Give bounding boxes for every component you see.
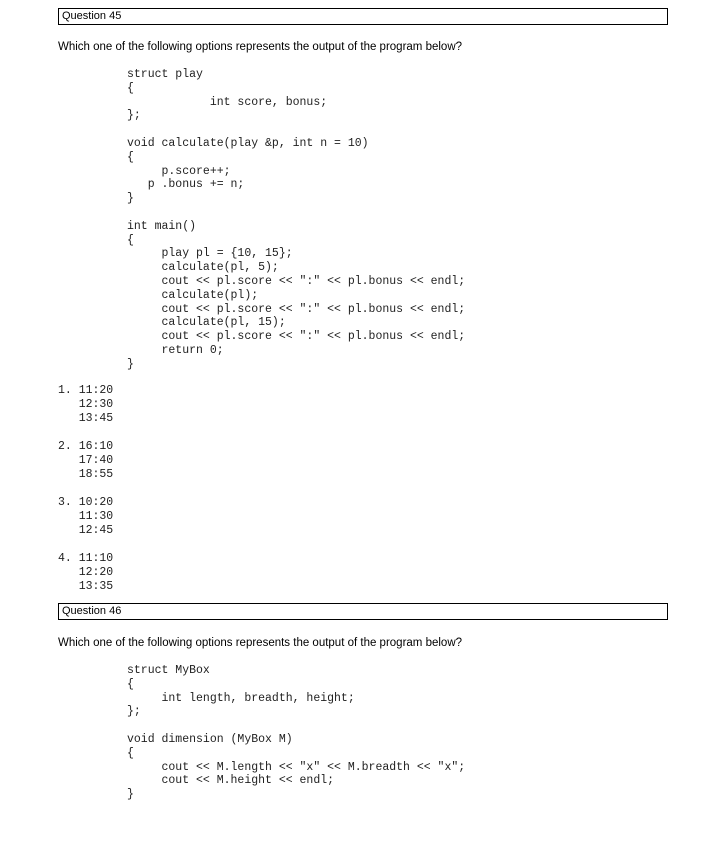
question-45-code: struct play { int score, bonus; }; void calculate(play &p, int n = 10) { p.score++; p .bonus += n; } int main() { play pl = {10, 15}; calculate(pl, 5); cout << pl.score << ":" << pl.bonus << endl; calculate(pl); cout << pl.score << ":" << pl.bonus << endl; calculate(pl, 15); cout << pl.score << ":" << pl.bonus << endl; return 0; } bbox=[127, 68, 466, 371]
question-45-header: Question 45 bbox=[58, 8, 668, 25]
question-45-option-2: 2. 16:10 17:40 18:55 bbox=[58, 440, 114, 481]
question-46-prompt: Which one of the following options represents the output of the program below? bbox=[58, 637, 463, 649]
question-46-header: Question 46 bbox=[58, 603, 668, 620]
question-46-code: struct MyBox { int length, breadth, height; }; void dimension (MyBox M) { cout << M.length << "x" << M.breadth << "x"; cout << M.height << endl; } bbox=[127, 664, 466, 802]
question-45-option-1: 1. 11:20 12:30 13:45 bbox=[58, 384, 114, 425]
question-45-option-3: 3. 10:20 11:30 12:45 bbox=[58, 496, 114, 537]
question-45-prompt: Which one of the following options represents the output of the program below? bbox=[58, 41, 463, 53]
question-45-option-4: 4. 11:10 12:20 13:35 bbox=[58, 552, 114, 593]
